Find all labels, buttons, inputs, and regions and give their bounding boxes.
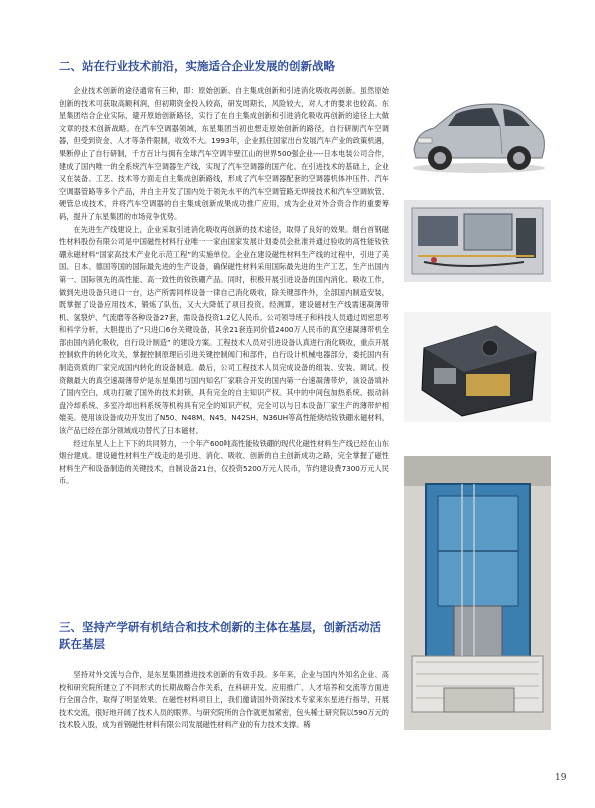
paragraph: 企业技术创新的途径通常有三种，即：原始创新、自主集成创新和引进消化吸收再创新。虽然原始创新的技术可获取高额利润，但初期资金投入较高，研发周期长，风险较大，对人才的要求也较高。东星集团结合企业实际，避开原始创新路径，实行了在自主集成创新和引进消化吸收再创新的途径上大做文章的技术创新战略。在汽车空调器领域，东星集团当初也想走原始创新的路径，自行研制汽车空调器，但受到资金、人才等条件限制，收效不大。1993年，企业抓住国家出台发展汽车产业的政策机遇，果断停止了自行研制，千方百计与拥有全球汽车空调半壁江山的世界500强企业----日本电装公司合作，建成了国内唯一的全系统汽车空调器生产线，实现了汽车空调器的国产化。在引进技术的基础上，企业又在装备、工艺、技术等方面走自主集成创新路线，形成了汽车空调器配套的空调器机体冲压件、汽车空调器管路等多个产品，并自主开发了国内处于领先水平的汽车空调管路无焊接技术和汽车空调软管、硬管总成技术，并将汽车空调器的自主集成创新成果成功推广应用，成为企业对外合资合作的重要筹码，提升了东星集团的市场竞争优势。	[59, 86, 389, 221]
ac-assembly-photo	[404, 200, 551, 282]
furnace-machine-photo	[404, 456, 551, 730]
paragraph: 坚持对外交流与合作，是东星集团推进技术创新的有效手段。多年来，企业与国内外知名企业、高校和研究院所建立了不同形式的长期战略合作关系，在科研开发、应用推广、人才培养和交流等方面进行全面合作，取得了明显效果。在磁性材料项目上，我们邀请国外资深技术专家来东星进行指导，开展技术交流，很好地开阔了技术人员的眼界。与研究院所的合作就更加紧密，包头稀土研究院以590万元的技术股入股，成为首钢磁性材料有限公司发展磁性材料产业的有力技术支撑。稀	[59, 670, 389, 730]
section-heading-research: 三、坚持产学研有机结合和技术创新的主体在基层，创新活动活跃在基层	[59, 620, 381, 651]
paragraph: 经过东星人上上下下的共同努力，一个年产600吨高性能钕铁硼的现代化磁性材料生产线已经在山东烟台建成。建设磁性材料生产线走的是引进、消化、吸收、创新的自主创新成功之路，完全掌握了磁性材料生产和设备制造的关键技术，自制设备21台，仅投资5200万元人民币，节约建设费7300万元人民币。	[59, 438, 389, 486]
hvac-unit-photo	[404, 312, 551, 422]
section-body-research	[59, 669, 389, 732]
page-number: 19	[555, 773, 567, 783]
car-photo	[404, 82, 551, 178]
section-heading-strategy: 二、站在行业技术前沿，实施适合企业发展的创新战略	[59, 59, 335, 73]
section-body-strategy	[59, 85, 389, 488]
paragraph: 在先进生产线建设上，企业采取引进消化吸收再创新的技术途径，取得了良好的效果。烟台首钢磁性材料股份有限公司是中国磁性材料行业唯一一家由国家发展计划委员会批准并通过验收的高性能钕铁硼永磁材料“国家高技术产业化示范工程”的实施单位。企业在建设磁性材料生产线的过程中，引进了美国、日本、德国等国的国际最先进的生产设备，确保磁性材料采用国际最先进的生产工艺，生产出国内第一、国际领先的高性能、高一致性的钕铁硼产品。同时，积极开展引进设备的国内消化、吸收工作，做到先进设备只进口一台，达产所需同样设备一律自己消化吸收，除关键部件外，全部国内制造安装，既掌握了设备应用技术，锻炼了队伍，又大大降低了项目投资。经测算，建设磁材生产线需速凝薄带机、氢裂炉、气流磨等各种设备27套，需设备投资1.2亿人民币。公司领导班子和科技人员通过周密思考和科学分析，大胆提出了“只进口6台关键设备，其余21套连同价值2400万人民币的真空速凝薄带机全部由国内消化吸收，自行设计制造” 的建设方案。工程技术人员对引进设备认真进行消化吸收，重点开展控制软件的转化攻关，掌握控制原理后引进关键控制阀门和部件，自行设计机械电器部分，委托国内有制造资质的厂家完成国内转化的设备制造。最后，公司工程技术人员完成设备的组装、安装、调试。投资额最大的真空速凝薄带炉是东星集团与国内知名厂家联合开发的国内第一台速凝薄带炉，该设备填补了国内空白，成功打破了国外的技术封锁，具有完全的自主知识产权。其中的中间包加热系统、振动斜盘冷却系统、多室冷却出料系统等机构具有完全的知识产权，完全可以与日本设备厂家生产的薄带炉相媲美。使用该设备成功开发出了N50、N48M、N45、N42SH、N36UH等高性能烧结钕铁硼永磁材料，该产品已经在部分领域成功替代了日本磁材。	[59, 224, 389, 436]
